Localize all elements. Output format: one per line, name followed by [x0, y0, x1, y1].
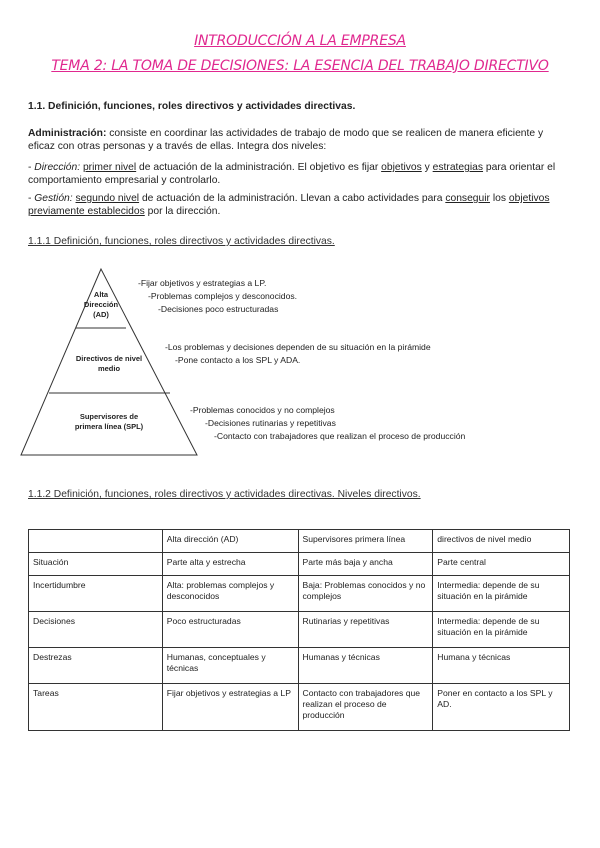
- admin-term: Administración:: [28, 128, 107, 139]
- pyramid-note: -Pone contacto a los SPL y ADA.: [175, 355, 301, 365]
- table-cell: Incertidumbre: [29, 576, 163, 612]
- pyramid-note: -Decisiones rutinarias y repetitivas: [205, 418, 336, 428]
- table-cell: Situación: [29, 553, 163, 576]
- niveles-directivos-table: [28, 529, 570, 731]
- table-row: [29, 612, 570, 648]
- text: y: [421, 162, 433, 173]
- table-cell: Tareas: [29, 684, 163, 731]
- table-row: [29, 576, 570, 612]
- text: los: [489, 193, 509, 204]
- table-cell: Parte alta y estrecha: [162, 553, 298, 576]
- table-cell: Baja: Problemas conocidos y no complejos: [298, 576, 433, 612]
- pyramid-note: -Los problemas y decisiones dependen de su situación en la pirámide: [165, 342, 431, 352]
- table-cell: Parte central: [433, 553, 570, 576]
- pyramid-top-label: Alta Dirección (AD): [83, 290, 119, 319]
- table-cell: Intermedia: depende de su situación en la pirámide: [433, 612, 570, 648]
- section-1-1-1-heading: 1.1.1 Definición, funciones, roles directivos y actividades directivas.: [28, 236, 335, 247]
- table-cell: Decisiones: [29, 612, 163, 648]
- pyramid-note: -Problemas complejos y desconocidos.: [148, 291, 298, 301]
- text: de actuación de la administración. El objetivo es fijar: [136, 162, 382, 173]
- table-row: [29, 684, 570, 731]
- underlined-term: primer nivel: [82, 162, 137, 173]
- underlined-term: estrategias: [432, 162, 484, 173]
- table-cell: Humanas, conceptuales y técnicas: [162, 648, 298, 684]
- section-1-1-heading: 1.1. Definición, funciones, roles directivos y actividades directivas.: [28, 101, 356, 112]
- underlined-term: objetivos: [381, 162, 422, 173]
- table-row: [29, 648, 570, 684]
- table-header-cell: Supervisores primera línea: [298, 530, 433, 553]
- page-subtitle: TEMA 2: LA TOMA DE DECISIONES: LA ESENCIA DEL TRABAJO DIRECTIVO: [51, 58, 549, 74]
- pyramid-note: -Decisiones poco estructuradas: [158, 304, 279, 314]
- text: por la dirección.: [144, 206, 221, 217]
- table-row: [29, 553, 570, 576]
- gestion-term: Gestión:: [34, 193, 73, 204]
- underlined-term: conseguir: [445, 193, 490, 204]
- text: de actuación de la administración. Llevan a cabo actividades para: [139, 193, 446, 204]
- table-header-cell: Alta dirección (AD): [162, 530, 298, 553]
- table-cell: Humana y técnicas: [433, 648, 570, 684]
- pyramid-note: -Contacto con trabajadores que realizan el proceso de producción: [214, 431, 466, 441]
- table-header-cell: directivos de nivel medio: [433, 530, 570, 553]
- table-cell: Poner en contacto a los SPL y AD.: [433, 684, 570, 731]
- table-header-cell: [29, 530, 163, 553]
- dash: -: [28, 162, 35, 173]
- table-cell: Poco estructuradas: [162, 612, 298, 648]
- table-cell: Intermedia: depende de su situación en la pirámide: [433, 576, 570, 612]
- pyramid-bottom-label: Supervisores de primera línea (SPL): [74, 412, 144, 431]
- table-cell: Contacto con trabajadores que realizan el proceso de producción: [298, 684, 433, 731]
- page-title: INTRODUCCIÓN A LA EMPRESA: [194, 33, 406, 49]
- pyramid-note: -Fijar objetivos y estrategias a LP.: [138, 278, 267, 288]
- table-cell: Humanas y técnicas: [298, 648, 433, 684]
- table-cell: Destrezas: [29, 648, 163, 684]
- pyramid-middle-label: Directivos de nivel medio: [75, 354, 143, 373]
- underlined-term: segundo nivel: [75, 193, 140, 204]
- table-cell: Fijar objetivos y estrategias a LP: [162, 684, 298, 731]
- table-header-row: [29, 530, 570, 553]
- admin-text: consiste en coordinar las actividades de trabajo de modo que se realicen de manera eficiente y eficaz con otras personas y a través de ellas. Integra dos niveles:: [28, 128, 544, 152]
- table-cell: Parte más baja y ancha: [298, 553, 433, 576]
- section-1-1-2-heading: 1.1.2 Definición, funciones, roles directivos y actividades directivas. Niveles directivos.: [28, 489, 421, 500]
- direccion-term: Dirección:: [34, 162, 81, 173]
- underlined-term: objetivos previamente establecidos: [28, 193, 550, 217]
- table-cell: Alta: problemas complejos y desconocidos: [162, 576, 298, 612]
- dash: -: [28, 193, 35, 204]
- table-cell: Rutinarias y repetitivas: [298, 612, 433, 648]
- text: para orientar el comportamiento empresarial y controlarlo.: [28, 162, 556, 186]
- pyramid-note: -Problemas conocidos y no complejos: [190, 405, 335, 415]
